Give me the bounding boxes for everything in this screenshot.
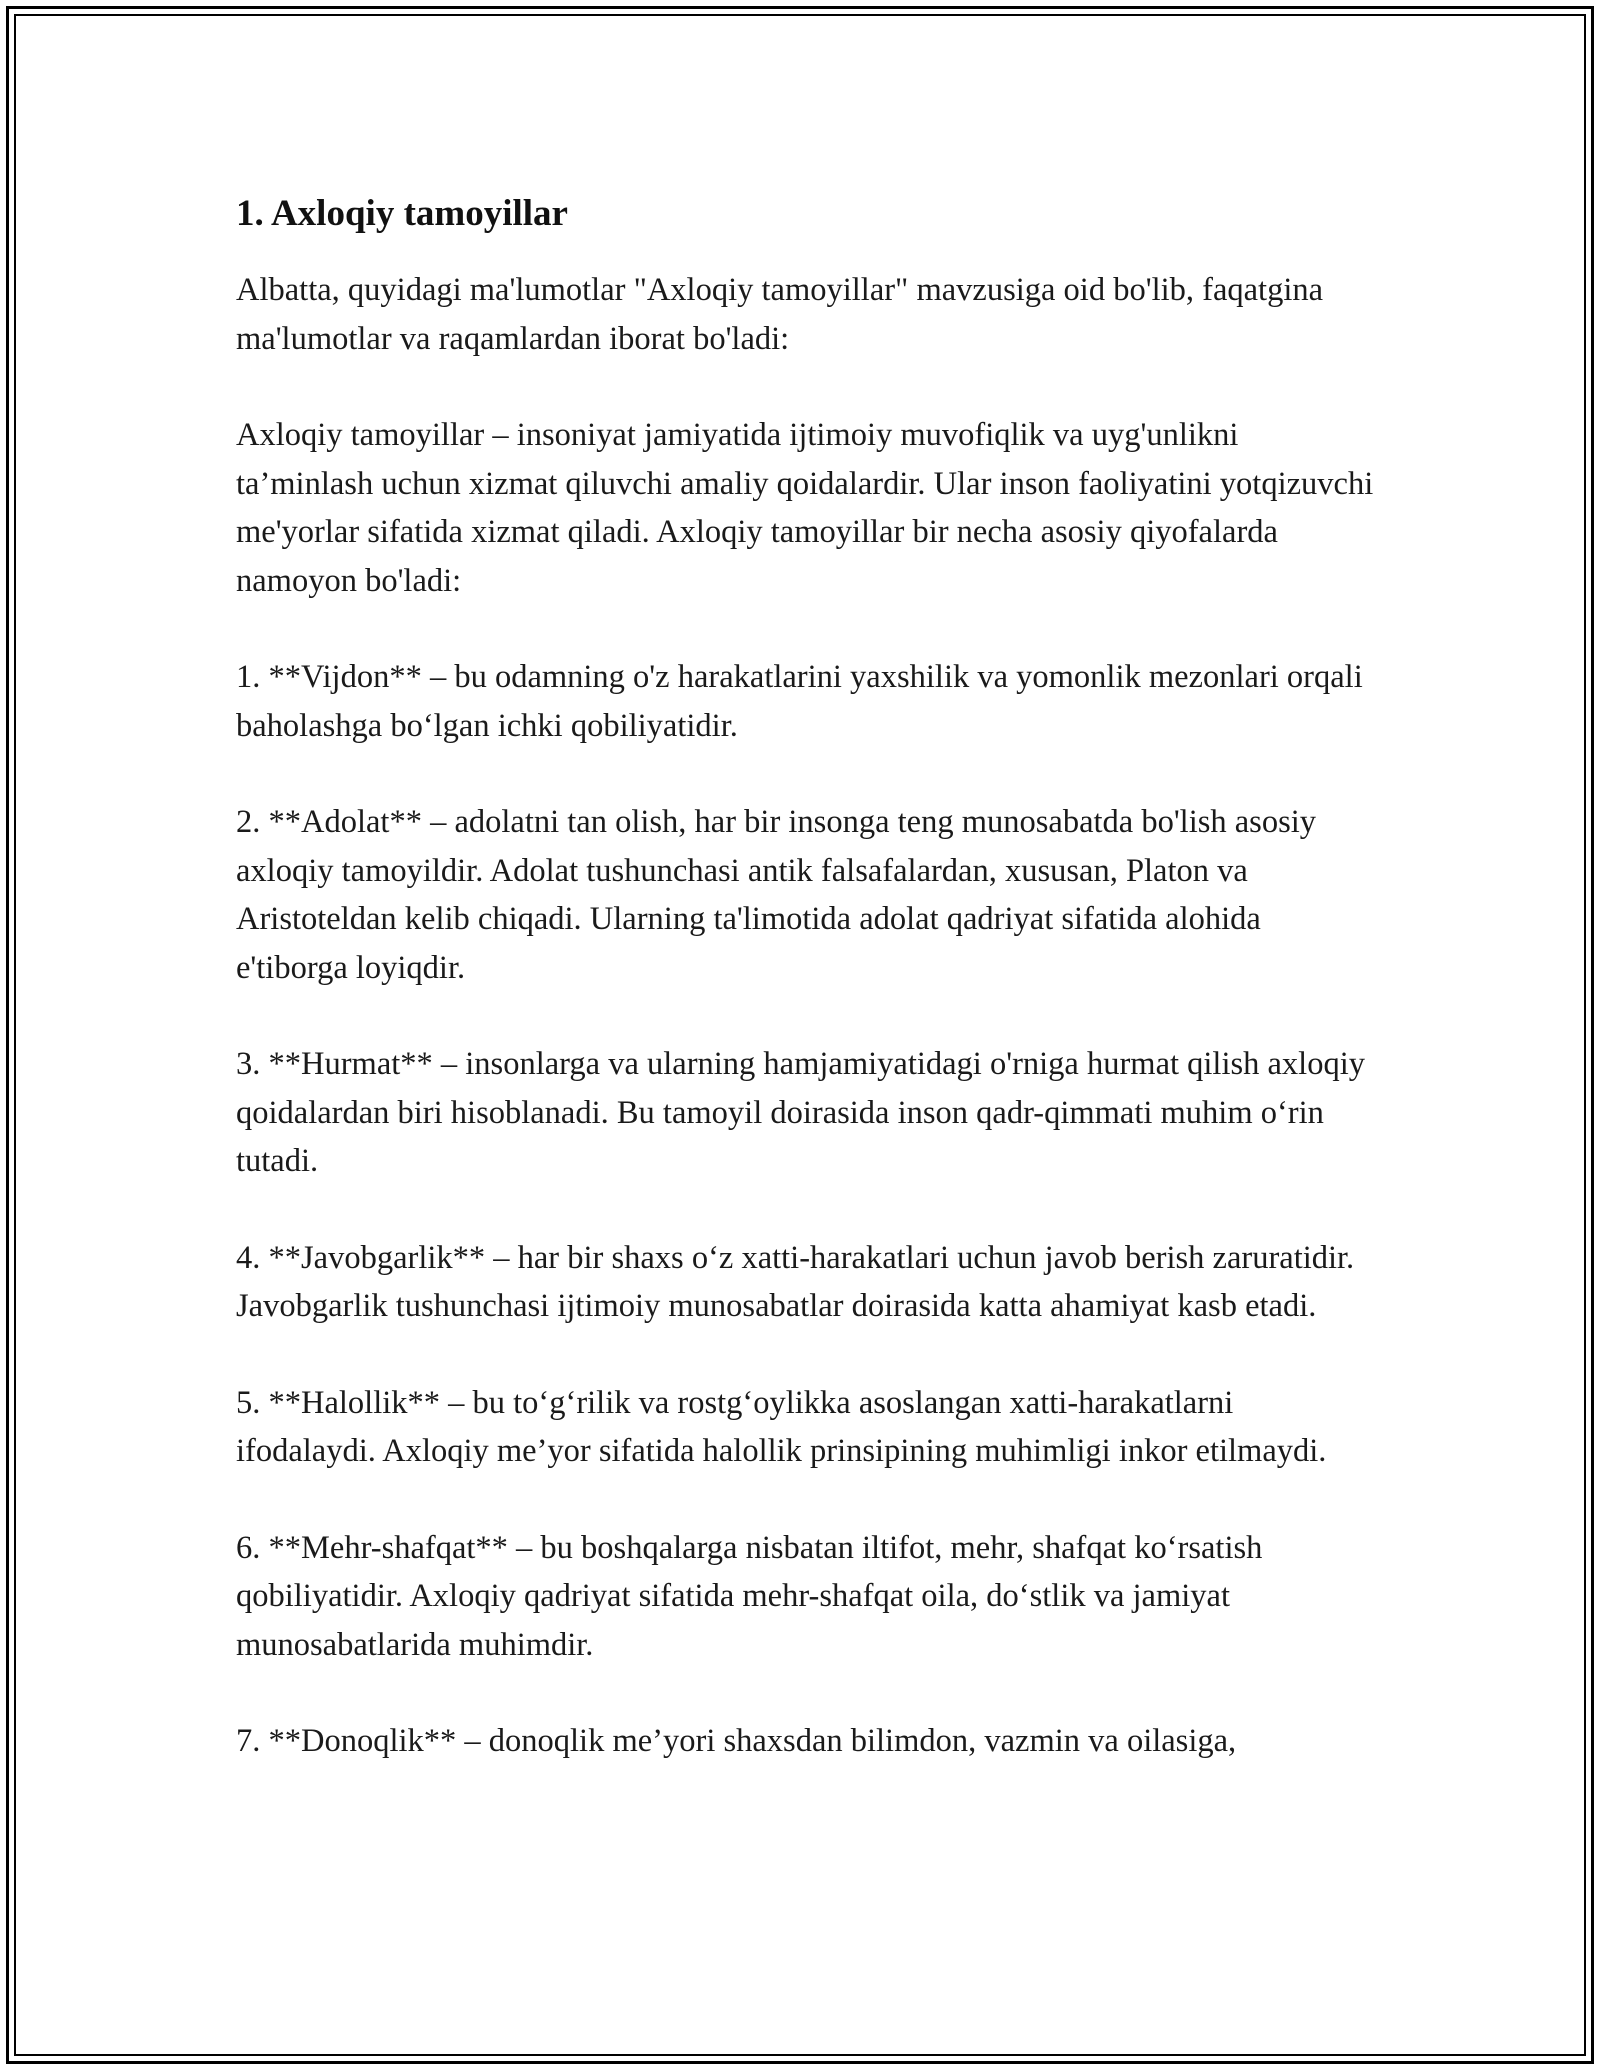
principle-mehr-shafqat: 6. **Mehr-shafqat** – bu boshqalarga nisbatan iltifot, mehr, shafqat ko‘rsatish qobiliyatidir. Axloqiy qadriyat sifatida mehr-shafqat oila, do‘stlik va jamiyat munosabatlarida muhimdir. [236,1529,1263,1663]
principle-halollik: 5. **Halollik** – bu to‘g‘rilik va rostg‘oylikka asoslangan xatti-harakatlarni ifodalaydi. Axloqiy me’yor sifatida halollik prinsipining muhimligi inkor etilmaydi. [236,1384,1327,1469]
principle-donoqlik: 7. **Donoqlik** – donoqlik me’yori shaxsdan bilimdon, vazmin va oilasiga, [236,1723,1237,1759]
intro-paragraph: Albatta, quyidagi ma'lumotlar "Axloqiy tamoyillar" mavzusiga oid bo'lib, faqatgina ma'lumotlar va raqamlardan iborat bo'ladi: [236,272,1324,357]
principle-adolat: 2. **Adolat** – adolatni tan olish, har bir insonga teng munosabatda bo'lish asosiy axloqiy tamoyildir. Adolat tushunchasi antik falsafalardan, xususan, Platon va Aristoteldan kelib chiqadi. Ularning ta'limotida adolat qadriyat sifatida alohida e'tiborga loyiqdir. [236,804,1317,986]
document-body [236,190,1376,1814]
principle-hurmat: 3. **Hurmat** – insonlarga va ularning hamjamiyatidagi o'rniga hurmat qilish axloqiy qoidalardan biri hisoblanadi. Bu tamoyil doirasida inson qadr-qimmati muhim o‘rin tutadi. [236,1046,1365,1179]
definition-paragraph: Axloqiy tamoyillar – insoniyat jamiyatida ijtimoiy muvofiqlik va uyg'unlikni ta’minlash uchun xizmat qiluvchi amaliy qoidalardir. Ular inson faoliyatini yotqizuvchi me'yorlar sifatida xizmat qiladi. Axloqiy tamoyillar bir necha asosiy qiyofalarda namoyon bo'ladi: [236,417,1374,599]
principle-vijdon: 1. **Vijdon** – bu odamning o'z harakatlarini yaxshilik va yomonlik mezonlari orqali baholashga bo‘lgan ichki qobiliyatidir. [236,659,1363,744]
document-title: 1. Axloqiy tamoyillar [236,193,568,234]
principle-javobgarlik: 4. **Javobgarlik** – har bir shaxs o‘z xatti-harakatlari uchun javob berish zaruratidir. Javobgarlik tushunchasi ijtimoiy munosabatlar doirasida katta ahamiyat kasb etadi. [236,1239,1355,1324]
